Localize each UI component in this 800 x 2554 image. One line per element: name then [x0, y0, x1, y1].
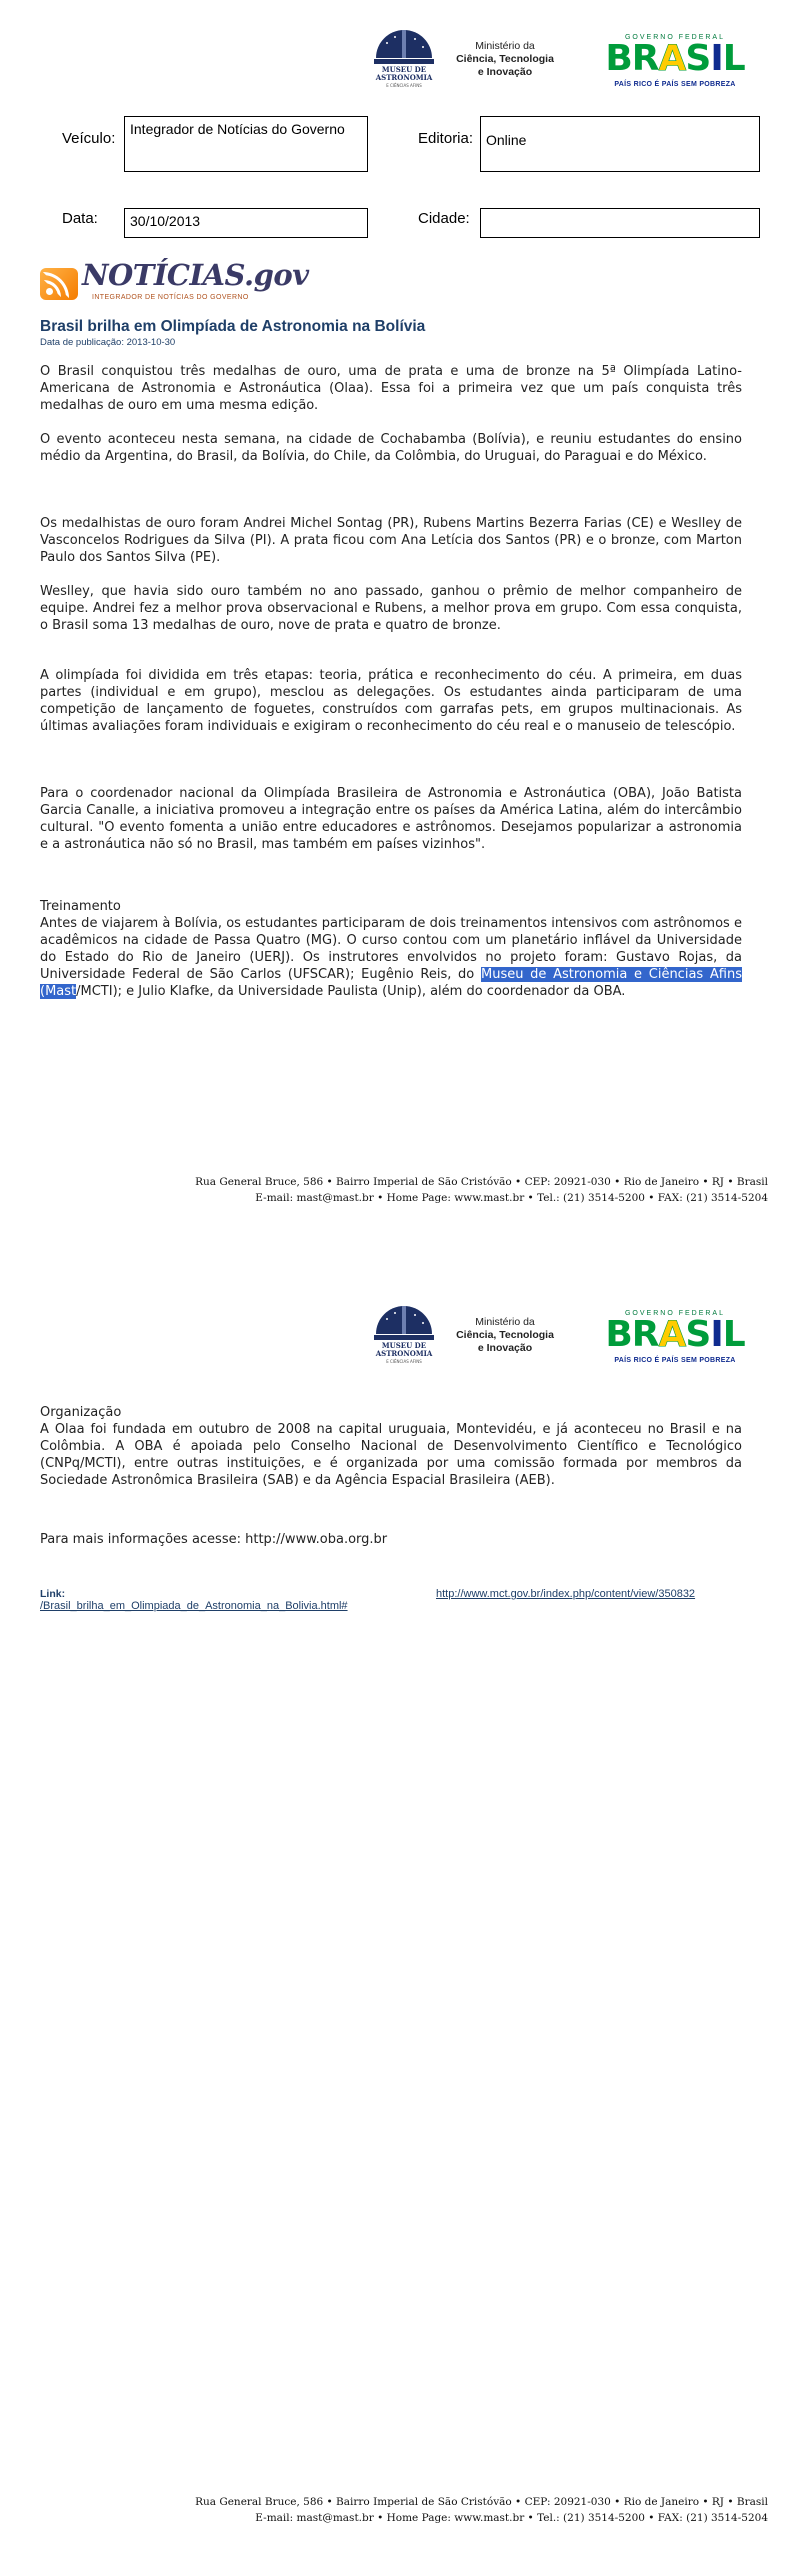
ministerio-line1: Ministério da: [475, 1316, 535, 1328]
cidade-field: [480, 208, 760, 238]
section-title-treinamento: Treinamento: [40, 899, 121, 914]
publication-date: Data de publicação: 2013-10-30: [40, 337, 176, 348]
rss-feed-icon: [40, 268, 78, 300]
paragraph-6: Para o coordenador nacional da Olimpíada Brasileira de Astronomia e Astronáutica (OBA), João Batista Garcia Canalle, a iniciativa promoveu a integração entre os países da América Latina, além do intercâmbio cultural. "O evento fomenta a união entre educadores e astrônomos. Desejamos popularizar a astronomia e a astronáutica não só no Brasil, mas também em países vizinhos".: [40, 786, 742, 852]
ministerio-line1: Ministério da: [475, 40, 535, 52]
page1-footer: [195, 1174, 768, 1206]
governo-federal-text: GOVERNO FEDERAL: [624, 34, 725, 41]
noticias-gov-tagline: INTEGRADOR DE NOTÍCIAS DO GOVERNO: [92, 294, 249, 301]
observatory-dome-icon: [376, 1306, 432, 1334]
brasil-wordmark: BRASIL: [605, 1314, 745, 1355]
footer-address: Rua General Bruce, 586 • Bairro Imperial de São Cristóvão • CEP: 20921-030 • Rio de Janeiro • RJ • Brasil: [195, 1176, 768, 1188]
paragraph-9: Para mais informações acesse: http://www.oba.org.br: [40, 1532, 388, 1547]
veiculo-label: Veículo:: [62, 130, 116, 147]
governo-federal-text: GOVERNO FEDERAL: [624, 1310, 725, 1317]
footer-contact: E-mail: mast@mast.br • Home Page: www.mast.br • Tel.: (21) 3514-5200 • FAX: (21) 3514-5204: [255, 2512, 768, 2524]
cidade-label: Cidade:: [418, 210, 470, 227]
ministerio-line3: e Inovação: [477, 1342, 533, 1354]
brasil-wordmark: BRASIL: [605, 38, 745, 79]
brasil-slogan: PAÍS RICO É PAÍS SEM POBREZA: [614, 1357, 736, 1364]
footer-contact: E-mail: mast@mast.br • Home Page: www.mast.br • Tel.: (21) 3514-5200 • FAX: (21) 3514-5204: [255, 1192, 768, 1204]
governo-federal-logo-page2: [590, 1310, 760, 1370]
paragraph-7: Antes de viajarem à Bolívia, os estudantes participaram de dois treinamentos intensivos com astrônomos e acadêmicos na cidade de Passa Quatro (MG). O curso contou com um planetário inflável da Universidade do Estado do Rio de Janeiro (UERJ). Os instrutores envolvidos no projeto foram: Gustavo Rojas, da Universidade Federal de São Carlos (UFSCAR); Eugênio Reis, do Museu de Astronomia e Ciências Afins (Mast/MCTI); e Julio Klafke, da Universidade Paulista (Unip), além do coordenador da OBA.: [40, 916, 742, 999]
paragraph-8: A Olaa foi fundada em outubro de 2008 na capital uruguaia, Montevidéu, e já aconteceu no Brasil e na Colômbia. A OBA é apoiada pelo Conselho Nacional de Desenvolvimento Científico e Tecnológico (CNPq/MCTI), entre outras instituições, e é organizada por uma comissão formada por membros da Sociedade Astronômica Brasileira (SAB) e da Agência Espacial Brasileira (AEB).: [40, 1422, 742, 1488]
article-relative-link[interactable]: /Brasil_brilha_em_Olimpiada_de_Astronomia_na_Bolivia.html#: [40, 1600, 348, 1612]
paragraph-4: Weslley, que havia sido ouro também no ano passado, ganhou o prêmio de melhor companheiro de equipe. Andrei fez a melhor prova observacional e Rubens, a melhor prova em grupo. Com essa conquista, o Brasil soma 13 medalhas de ouro, nove de prata e quatro de bronze.: [40, 584, 742, 633]
paragraph-3: Os medalhistas de ouro foram Andrei Michel Sontag (PR), Rubens Martins Bezerra Farias (CE) e Weslley de Vasconcelos Rodrigues da Silva (PI). A prata ficou com Ana Letícia dos Santos (PR) e o bronze, com Marton Paulo dos Santos Silva (PE).: [40, 516, 742, 565]
veiculo-field: Integrador de Notícias do Governo: [124, 116, 368, 172]
ministerio-line2: Ciência, Tecnologia: [456, 1329, 554, 1341]
data-field: 30/10/2013: [124, 208, 368, 238]
editoria-label: Editoria:: [418, 130, 474, 147]
mast-logo-text: MUSEU DE ASTRONOMIA: [375, 1341, 433, 1358]
mast-logo-text: MUSEU DE ASTRONOMIA: [375, 65, 433, 82]
mast-logo-subtext: E CIÊNCIAS AFINS: [386, 83, 422, 88]
paragraph-5: A olimpíada foi dividida em três etapas: teoria, prática e reconhecimento do céu. A primeira, em duas partes (individual e em grupo), mesclou as delegações. Os estudantes ainda participaram de uma competição de lançamento de foguetes, construídos com garrafas pets, em grupos multinacionais. As últimas avaliações foram individuais e exigiram o reconhecimento do céu real e o manuseio de telescópio.: [40, 668, 742, 734]
article-headline: Brasil brilha em Olimpíada de Astronomia na Bolívia: [40, 318, 426, 335]
ministerio-line2: Ciência, Tecnologia: [456, 53, 554, 65]
paragraph-1: O Brasil conquistou três medalhas de ouro, uma de prata e uma de bronze na 5ª Olimpíada Latino-Americana de Astronomia e Astronáutica (Olaa). Essa foi a primeira vez que um país conquista três medalhas de ouro em uma mesma edição.: [40, 364, 742, 413]
section-title-organizacao: Organização: [40, 1405, 122, 1420]
article-source-link[interactable]: http://www.mct.gov.br/index.php/content/view/350832: [436, 1588, 696, 1600]
text-selection-highlight: Museu de Astronomia e Ciências Afins (Mast: [40, 966, 742, 999]
data-label: Data:: [62, 210, 98, 227]
footer-address: Rua General Bruce, 586 • Bairro Imperial de São Cristóvão • CEP: 20921-030 • Rio de Janeiro • RJ • Brasil: [195, 2496, 768, 2508]
paragraph-2: O evento aconteceu nesta semana, na cidade de Cochabamba (Bolívia), e reuniu estudantes do ensino médio da Argentina, do Brasil, da Bolívia, do Chile, da Colômbia, do Uruguai, do Paraguai e do México.: [40, 432, 742, 464]
ministerio-line3: e Inovação: [477, 66, 533, 78]
brasil-slogan: PAÍS RICO É PAÍS SEM POBREZA: [614, 81, 736, 88]
mast-logo-page2: [372, 1306, 436, 1368]
page2-footer: [195, 2494, 768, 2526]
link-label: Link:: [40, 1588, 66, 1600]
ministerio-logo-page2: [446, 1316, 564, 1355]
governo-federal-logo: [590, 34, 760, 94]
mast-logo: [372, 30, 436, 92]
observatory-dome-icon: [376, 30, 432, 58]
mast-logo-subtext: E CIÊNCIAS AFINS: [386, 1359, 422, 1364]
editoria-field: Online: [480, 116, 760, 172]
ministerio-logo: [446, 40, 564, 79]
noticias-gov-logo: NOTÍCIAS.gov: [82, 258, 309, 292]
